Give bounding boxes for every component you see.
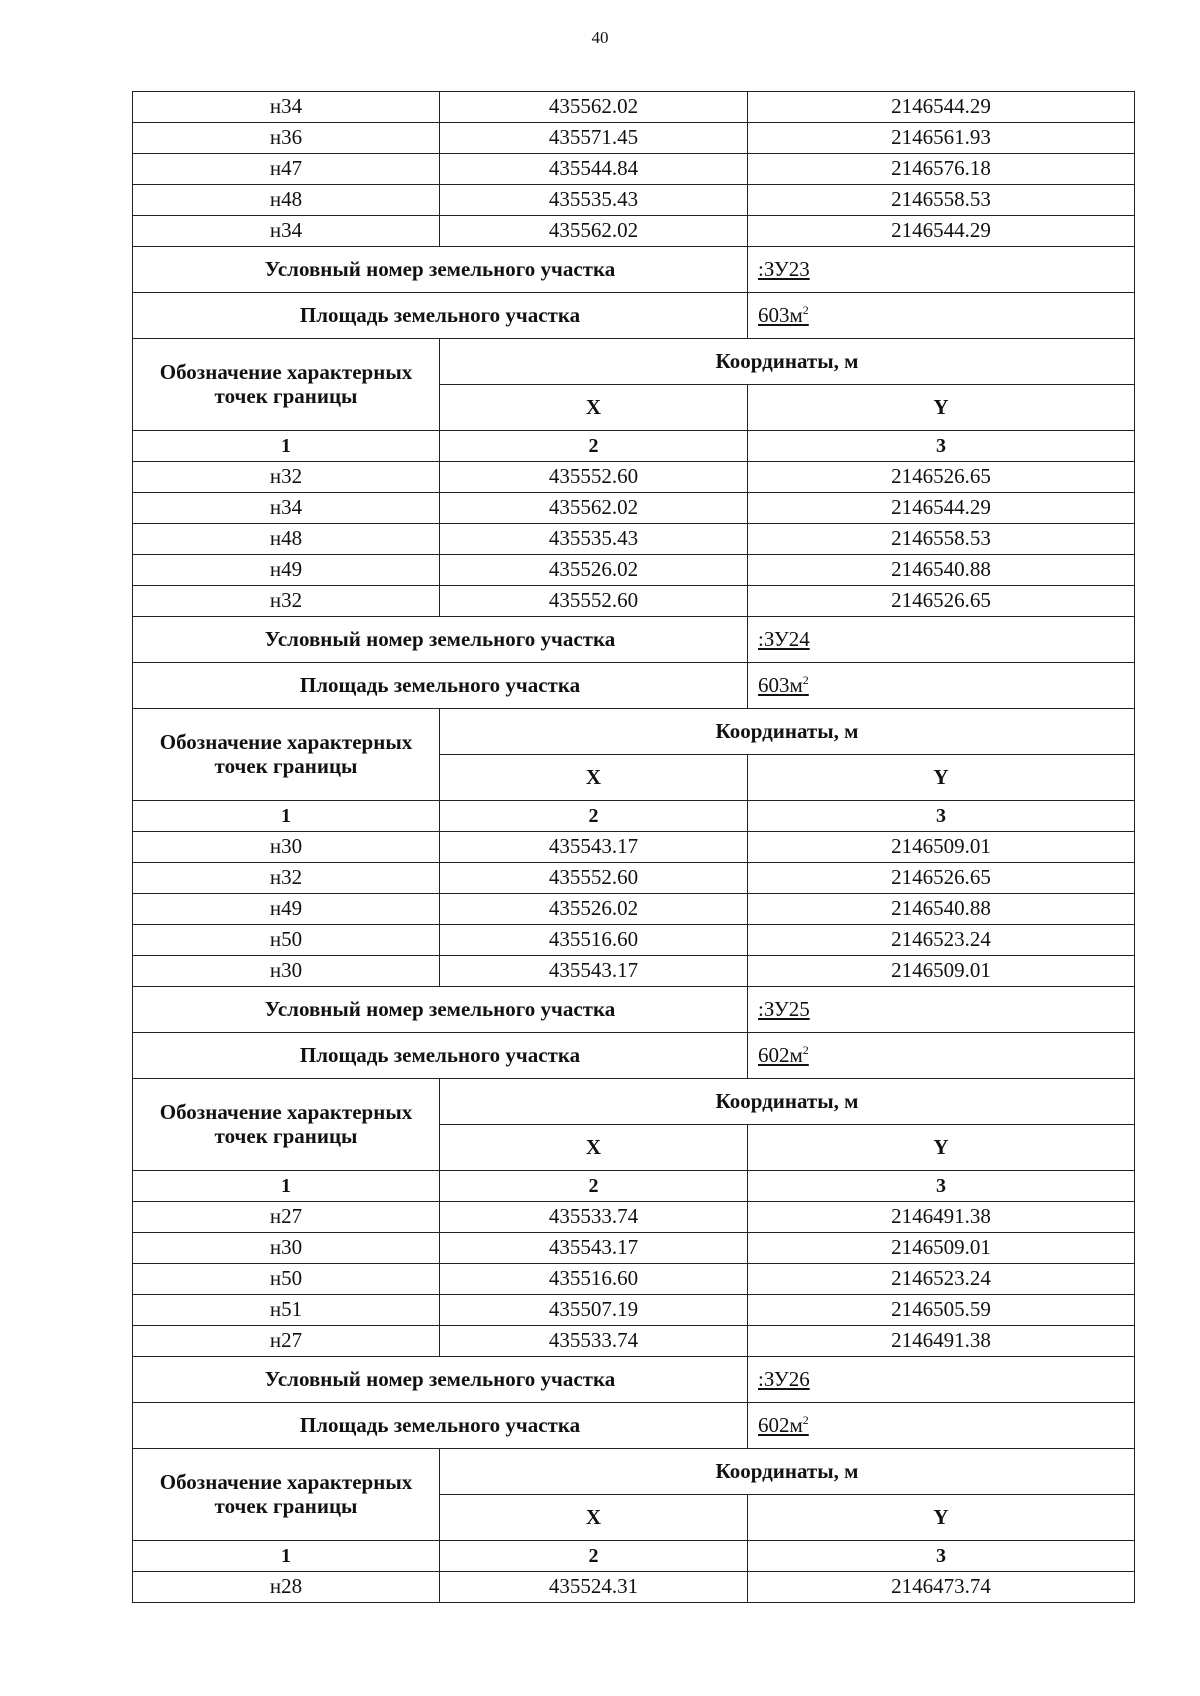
- table-row: [133, 1326, 1135, 1357]
- point-y-cell: 2146544.29: [748, 92, 1135, 123]
- point-x-cell: 435533.74: [440, 1326, 748, 1357]
- coordinates-table-body: [133, 92, 1135, 1603]
- point-y-cell: 2146509.01: [748, 1233, 1135, 1264]
- parcel-number-value: [748, 247, 1135, 293]
- coordinates-header: Координаты, м: [440, 1449, 1135, 1495]
- point-id-cell: н27: [133, 1326, 440, 1357]
- point-y-cell: 2146491.38: [748, 1202, 1135, 1233]
- point-x-cell: 435533.74: [440, 1202, 748, 1233]
- column-number-3: 3: [748, 431, 1135, 462]
- column-number-1: 1: [133, 1541, 440, 1572]
- parcel-area-text: [758, 303, 809, 327]
- table-row: [133, 1295, 1135, 1326]
- parcel-area-row: [133, 1403, 1135, 1449]
- point-x-cell: 435544.84: [440, 154, 748, 185]
- table-row: [133, 462, 1135, 493]
- point-id-cell: н50: [133, 925, 440, 956]
- table-row: [133, 92, 1135, 123]
- point-y-cell: 2146526.65: [748, 586, 1135, 617]
- point-column-header: Обозначение характерных точек границы: [133, 339, 440, 431]
- coordinates-header: Координаты, м: [440, 1079, 1135, 1125]
- parcel-area-value: [748, 293, 1135, 339]
- coordinates-header: Координаты, м: [440, 709, 1135, 755]
- table-row: [133, 1202, 1135, 1233]
- parcel-area-unit: м: [789, 672, 803, 697]
- point-x-cell: 435535.43: [440, 524, 748, 555]
- x-column-header: X: [440, 1125, 748, 1171]
- point-id-cell: н49: [133, 555, 440, 586]
- point-y-cell: 2146558.53: [748, 185, 1135, 216]
- y-column-header: Y: [748, 1125, 1135, 1171]
- point-y-cell: 2146523.24: [748, 925, 1135, 956]
- point-id-cell: н27: [133, 1202, 440, 1233]
- point-id-cell: н34: [133, 92, 440, 123]
- parcel-number-row: [133, 617, 1135, 663]
- parcel-area-number: 602: [758, 1042, 790, 1067]
- point-y-cell: 2146526.65: [748, 863, 1135, 894]
- point-x-cell: 435543.17: [440, 832, 748, 863]
- point-x-cell: 435526.02: [440, 555, 748, 586]
- point-x-cell: 435552.60: [440, 586, 748, 617]
- parcel-area-value: [748, 663, 1135, 709]
- parcel-area-label: Площадь земельного участка: [133, 1033, 748, 1079]
- parcel-area-row: [133, 663, 1135, 709]
- point-x-cell: 435552.60: [440, 462, 748, 493]
- point-x-cell: 435543.17: [440, 956, 748, 987]
- parcel-area-unit: м: [789, 302, 803, 327]
- table-row: [133, 832, 1135, 863]
- point-x-cell: 435526.02: [440, 894, 748, 925]
- x-column-header: X: [440, 385, 748, 431]
- table-row: [133, 123, 1135, 154]
- table-row: [133, 956, 1135, 987]
- point-id-cell: н48: [133, 524, 440, 555]
- point-y-cell: 2146509.01: [748, 956, 1135, 987]
- parcel-number-value: [748, 617, 1135, 663]
- table-row: [133, 154, 1135, 185]
- point-id-cell: н49: [133, 894, 440, 925]
- point-x-cell: 435543.17: [440, 1233, 748, 1264]
- table-row: [133, 1264, 1135, 1295]
- point-id-cell: н32: [133, 586, 440, 617]
- table-row: [133, 925, 1135, 956]
- table-row: [133, 185, 1135, 216]
- column-number-2: 2: [440, 1171, 748, 1202]
- point-y-cell: 2146473.74: [748, 1572, 1135, 1603]
- parcel-number-value: [748, 987, 1135, 1033]
- point-id-cell: н28: [133, 1572, 440, 1603]
- point-y-cell: 2146523.24: [748, 1264, 1135, 1295]
- column-number-3: 3: [748, 1541, 1135, 1572]
- column-number-1: 1: [133, 431, 440, 462]
- parcel-area-number: 602: [758, 1412, 790, 1437]
- column-number-2: 2: [440, 1541, 748, 1572]
- column-number-1: 1: [133, 1171, 440, 1202]
- point-y-cell: 2146526.65: [748, 462, 1135, 493]
- column-number-row: [133, 801, 1135, 832]
- point-id-cell: н32: [133, 863, 440, 894]
- point-x-cell: 435562.02: [440, 216, 748, 247]
- y-column-header: Y: [748, 1495, 1135, 1541]
- point-y-cell: 2146540.88: [748, 894, 1135, 925]
- table-row: [133, 1572, 1135, 1603]
- point-x-cell: 435516.60: [440, 1264, 748, 1295]
- coords-header-row: [133, 1079, 1135, 1125]
- x-column-header: X: [440, 755, 748, 801]
- y-column-header: Y: [748, 755, 1135, 801]
- point-x-cell: 435524.31: [440, 1572, 748, 1603]
- column-number-row: [133, 1541, 1135, 1572]
- y-column-header: Y: [748, 385, 1135, 431]
- point-id-cell: н32: [133, 462, 440, 493]
- point-y-cell: 2146558.53: [748, 524, 1135, 555]
- table-row: [133, 493, 1135, 524]
- parcel-area-value: [748, 1033, 1135, 1079]
- parcel-number-label: Условный номер земельного участка: [133, 987, 748, 1033]
- page-number: 40: [591, 28, 609, 47]
- table-row: [133, 586, 1135, 617]
- point-y-cell: 2146576.18: [748, 154, 1135, 185]
- parcel-area-row: [133, 293, 1135, 339]
- column-number-2: 2: [440, 801, 748, 832]
- parcel-number-row: [133, 1357, 1135, 1403]
- parcel-number-row: [133, 987, 1135, 1033]
- parcel-number-row: [133, 247, 1135, 293]
- parcel-number-text: :ЗУ25: [758, 996, 810, 1021]
- point-id-cell: н30: [133, 832, 440, 863]
- area-unit-exponent: 2: [802, 672, 809, 687]
- parcel-number-value: [748, 1357, 1135, 1403]
- point-x-cell: 435535.43: [440, 185, 748, 216]
- point-y-cell: 2146509.01: [748, 832, 1135, 863]
- table-row: [133, 524, 1135, 555]
- table-row: [133, 894, 1135, 925]
- point-id-cell: н50: [133, 1264, 440, 1295]
- point-column-header: Обозначение характерных точек границы: [133, 709, 440, 801]
- coords-header-row: [133, 709, 1135, 755]
- point-y-cell: 2146491.38: [748, 1326, 1135, 1357]
- point-column-header: Обозначение характерных точек границы: [133, 1449, 440, 1541]
- column-number-1: 1: [133, 801, 440, 832]
- parcel-area-value: [748, 1403, 1135, 1449]
- area-unit-exponent: 2: [802, 1042, 809, 1057]
- point-x-cell: 435571.45: [440, 123, 748, 154]
- table-row: [133, 1233, 1135, 1264]
- point-y-cell: 2146544.29: [748, 493, 1135, 524]
- column-number-2: 2: [440, 431, 748, 462]
- parcel-area-label: Площадь земельного участка: [133, 1403, 748, 1449]
- point-id-cell: н48: [133, 185, 440, 216]
- column-number-row: [133, 1171, 1135, 1202]
- parcel-number-label: Условный номер земельного участка: [133, 247, 748, 293]
- table-row: [133, 863, 1135, 894]
- parcel-number-text: :ЗУ23: [758, 256, 810, 281]
- column-number-3: 3: [748, 1171, 1135, 1202]
- point-id-cell: н30: [133, 1233, 440, 1264]
- coords-header-row: [133, 1449, 1135, 1495]
- parcel-area-row: [133, 1033, 1135, 1079]
- column-number-row: [133, 431, 1135, 462]
- point-id-cell: н34: [133, 493, 440, 524]
- point-y-cell: 2146544.29: [748, 216, 1135, 247]
- parcel-area-unit: м: [789, 1042, 803, 1067]
- x-column-header: X: [440, 1495, 748, 1541]
- parcel-number-text: :ЗУ24: [758, 626, 810, 651]
- point-column-header: Обозначение характерных точек границы: [133, 1079, 440, 1171]
- point-x-cell: 435562.02: [440, 493, 748, 524]
- area-unit-exponent: 2: [802, 1412, 809, 1427]
- point-y-cell: 2146561.93: [748, 123, 1135, 154]
- point-y-cell: 2146540.88: [748, 555, 1135, 586]
- parcel-number-label: Условный номер земельного участка: [133, 617, 748, 663]
- parcel-area-text: [758, 1043, 809, 1067]
- parcel-area-unit: м: [789, 1412, 803, 1437]
- parcel-area-text: [758, 1413, 809, 1437]
- coordinates-header: Координаты, м: [440, 339, 1135, 385]
- parcel-area-label: Площадь земельного участка: [133, 663, 748, 709]
- parcel-area-label: Площадь земельного участка: [133, 293, 748, 339]
- parcel-area-number: 603: [758, 302, 790, 327]
- point-x-cell: 435562.02: [440, 92, 748, 123]
- point-id-cell: н47: [133, 154, 440, 185]
- point-x-cell: 435552.60: [440, 863, 748, 894]
- point-id-cell: н51: [133, 1295, 440, 1326]
- parcel-area-number: 603: [758, 672, 790, 697]
- coords-header-row: [133, 339, 1135, 385]
- parcel-number-label: Условный номер земельного участка: [133, 1357, 748, 1403]
- parcel-area-text: [758, 673, 809, 697]
- coordinates-table: [132, 91, 1135, 1603]
- area-unit-exponent: 2: [802, 302, 809, 317]
- point-id-cell: н36: [133, 123, 440, 154]
- table-row: [133, 216, 1135, 247]
- column-number-3: 3: [748, 801, 1135, 832]
- point-id-cell: н34: [133, 216, 440, 247]
- table-row: [133, 555, 1135, 586]
- point-id-cell: н30: [133, 956, 440, 987]
- point-x-cell: 435516.60: [440, 925, 748, 956]
- parcel-number-text: :ЗУ26: [758, 1366, 810, 1391]
- point-y-cell: 2146505.59: [748, 1295, 1135, 1326]
- point-x-cell: 435507.19: [440, 1295, 748, 1326]
